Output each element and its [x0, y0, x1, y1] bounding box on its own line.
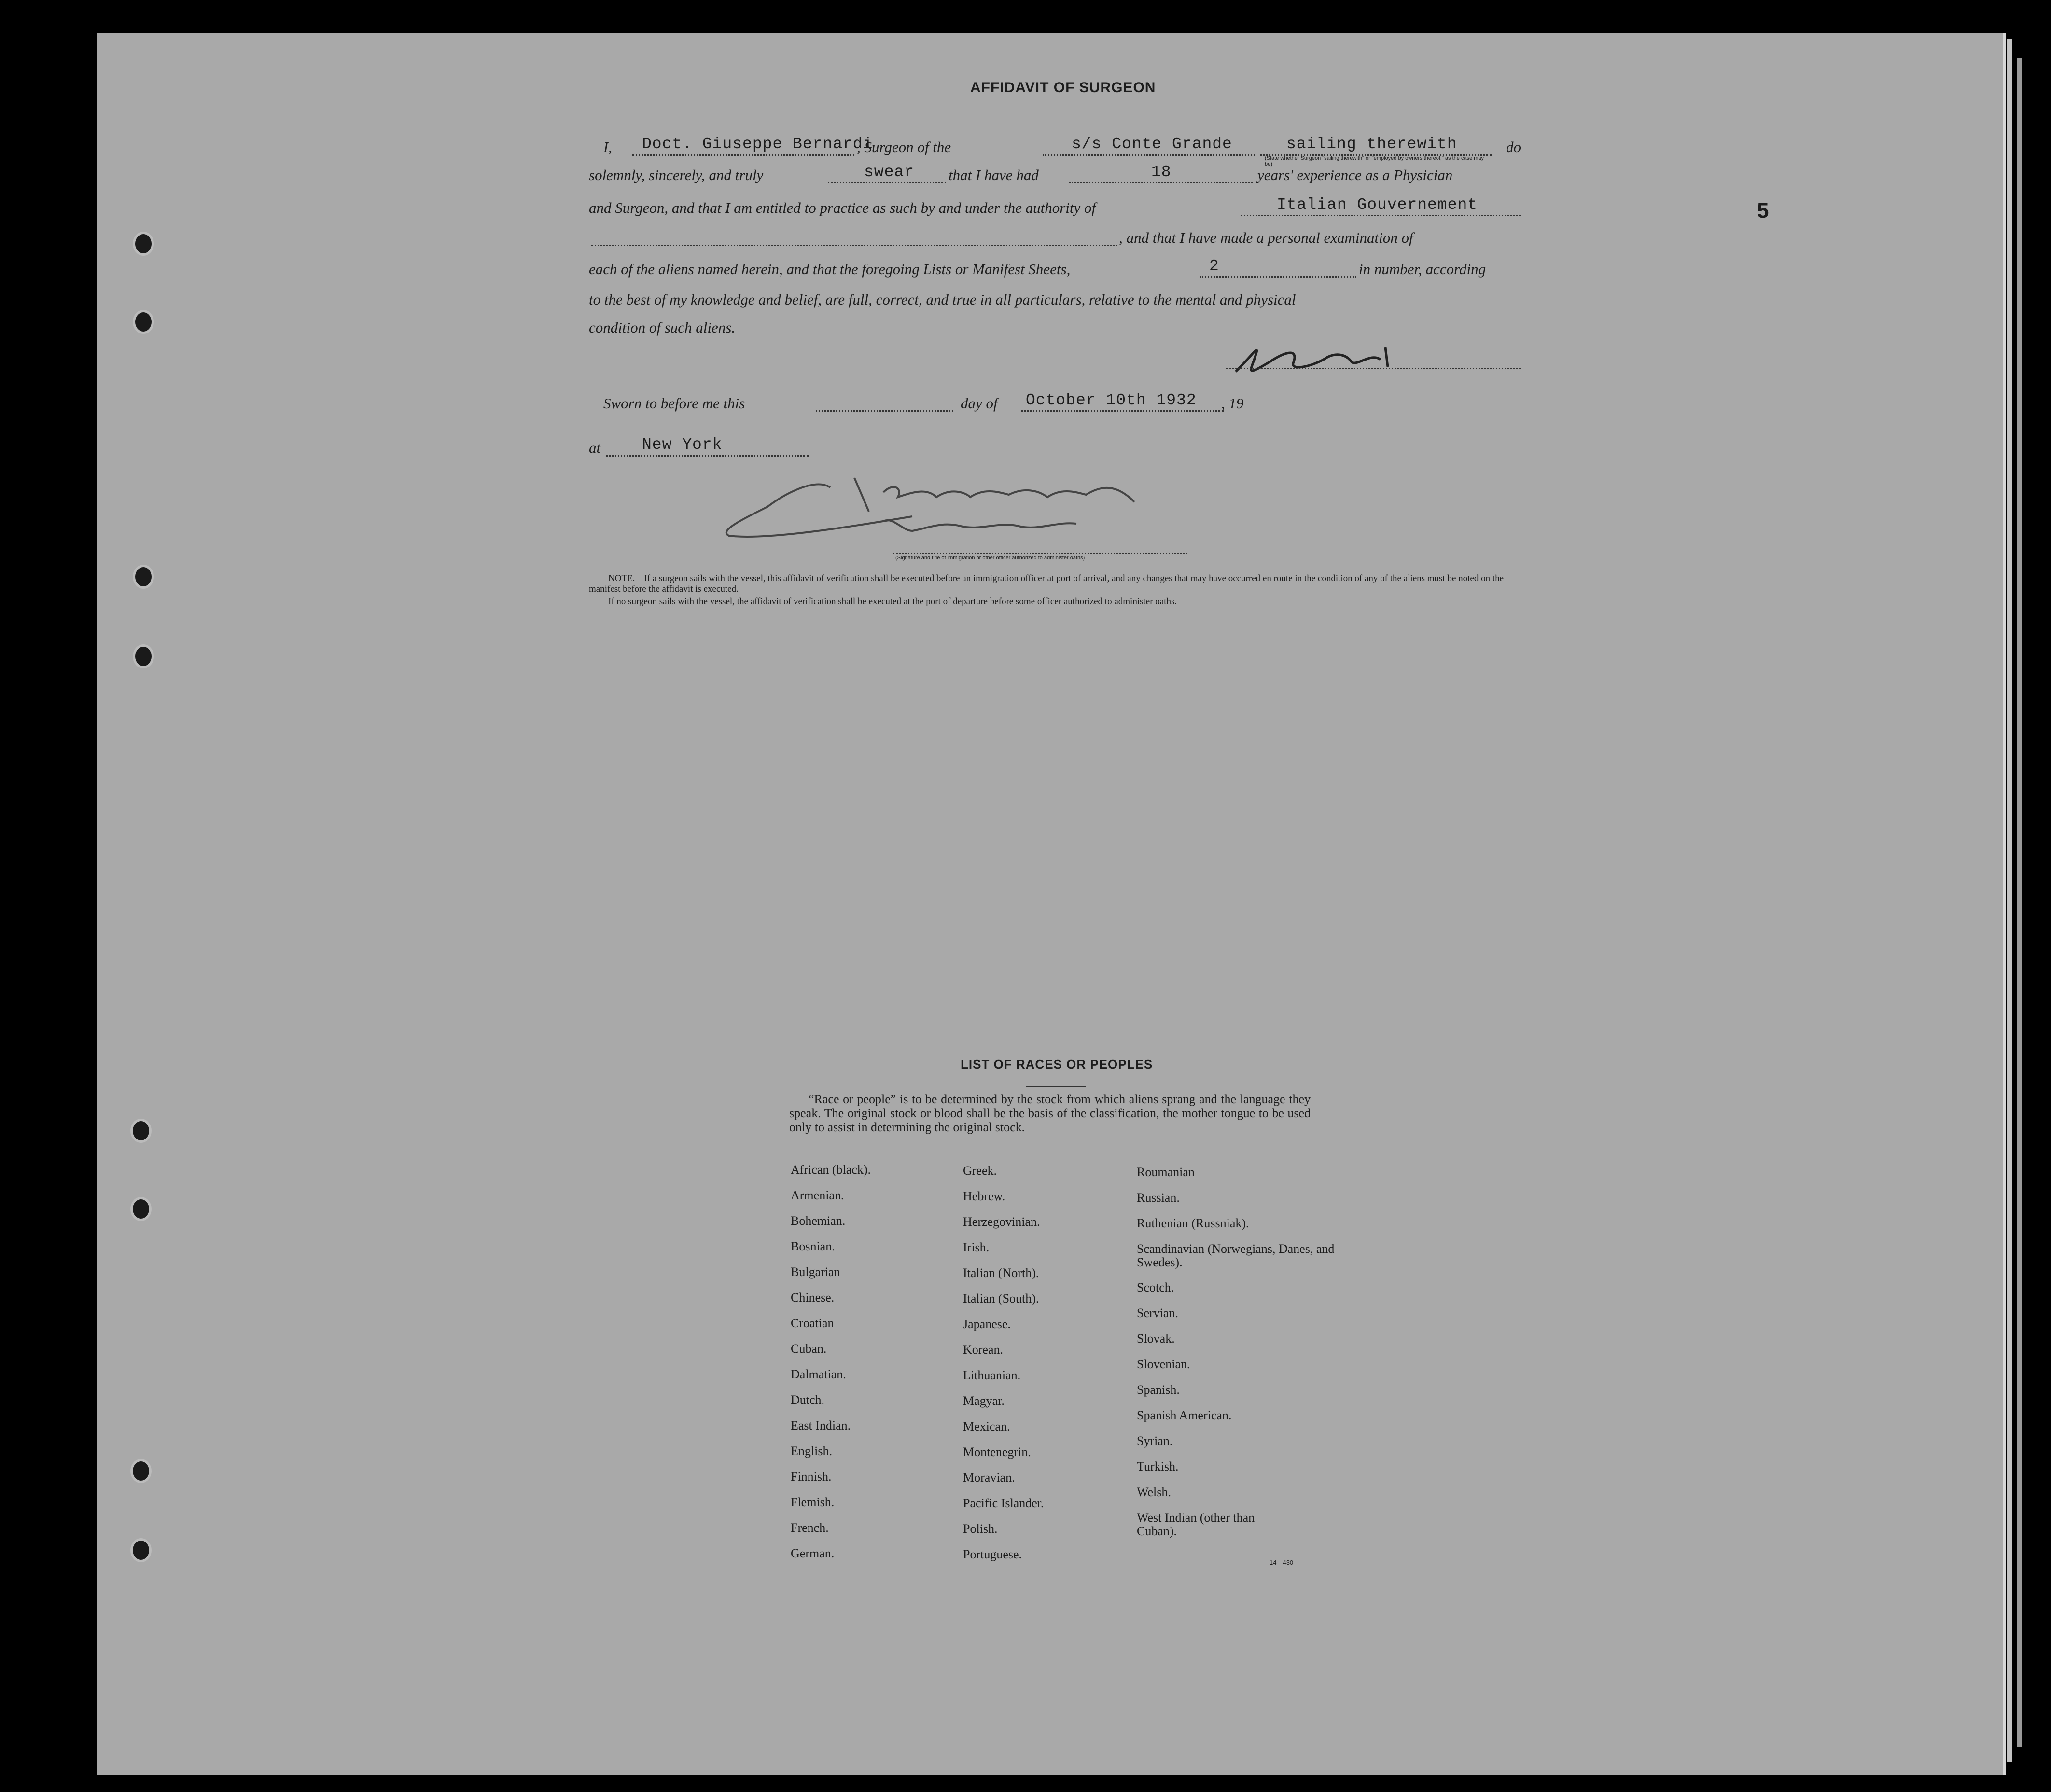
manifest-sheets: 2: [1209, 257, 1219, 275]
affidavit-text: condition of such aliens.: [589, 319, 736, 336]
fill-line: [606, 454, 809, 457]
affidavit-text: , and that I have made a personal examination of: [1119, 229, 1413, 246]
race-item: Welsh.: [1137, 1485, 1171, 1499]
race-item: Korean.: [963, 1343, 1004, 1357]
race-item: Finnish.: [791, 1470, 832, 1484]
binder-hole: [130, 1197, 152, 1221]
race-item: Lithuanian.: [963, 1368, 1021, 1382]
races-intro: “Race or people” is to be determined by the stock from which aliens sprang and the language they speak. The original stock or blood shall be the basis of the classification, the mother tongue to be used only to assist in determining the original stock.: [789, 1092, 1311, 1134]
race-item: Bulgarian: [791, 1265, 840, 1279]
race-item: Magyar.: [963, 1394, 1005, 1408]
fill-line: [632, 153, 854, 156]
race-item: Slovak.: [1137, 1332, 1175, 1346]
surgeon-name: Doct. Giuseppe Bernardi: [642, 135, 873, 153]
race-item: Irish.: [963, 1240, 990, 1254]
race-item: West Indian (other than Cuban).: [1137, 1511, 1255, 1538]
race-item: Ruthenian (Russniak).: [1137, 1216, 1249, 1230]
race-item: Turkish.: [1137, 1459, 1179, 1473]
binder-hole: [130, 1119, 152, 1143]
race-item: Chinese.: [791, 1291, 835, 1305]
affidavit-text: years' experience as a Physician: [1257, 167, 1453, 183]
affidavit-text: at: [589, 439, 601, 456]
binder-hole: [133, 310, 154, 334]
races-title: LIST OF RACES OR PEOPLES: [961, 1057, 1153, 1071]
sworn-date: October 10th 1932: [1026, 391, 1197, 409]
fill-line: [1241, 214, 1521, 216]
race-item: Dalmatian.: [791, 1367, 846, 1381]
binder-hole: [133, 232, 154, 256]
affidavit-text: day of: [961, 395, 998, 412]
note-text: If no surgeon sails with the vessel, the affidavit of verification shall be executed at the port of departure before some officer authorized to administer oaths.: [608, 597, 1177, 607]
affidavit-text: do: [1506, 139, 1521, 155]
race-item: Italian (North).: [963, 1266, 1039, 1280]
race-item: Syrian.: [1137, 1434, 1173, 1448]
affidavit-text: solemnly, sincerely, and truly: [589, 167, 764, 183]
surgeon-status: sailing therewith: [1286, 135, 1457, 153]
race-item: German.: [791, 1546, 835, 1560]
race-item: Greek.: [963, 1164, 997, 1178]
affidavit-text: and Surgeon, and that I am entitled to practice as such by and under the authority of: [589, 199, 1096, 216]
binder-hole: [133, 644, 154, 668]
race-item: Montenegrin.: [963, 1445, 1031, 1459]
affidavit-text: to the best of my knowledge and belief, are full, correct, and true in all particulars, relative to the mental and physical: [589, 291, 1296, 308]
fill-line: [1069, 181, 1253, 183]
race-item: Pacific Islander.: [963, 1496, 1044, 1510]
officer-signature-line: [893, 552, 1187, 554]
fill-line: [828, 181, 946, 183]
race-item: Moravian.: [963, 1471, 1015, 1485]
affidavit-text: that I have had: [949, 167, 1039, 183]
vessel-name: s/s Conte Grande: [1072, 135, 1232, 153]
race-item: English.: [791, 1444, 832, 1458]
race-item: Flemish.: [791, 1495, 835, 1509]
fill-line: [591, 244, 1117, 246]
page-edge: [2007, 39, 2012, 1762]
race-item: Mexican.: [963, 1419, 1010, 1433]
surgeon-signature: [1226, 333, 1429, 381]
race-item: French.: [791, 1521, 829, 1535]
race-item: Croatian: [791, 1316, 834, 1330]
race-item: Japanese.: [963, 1317, 1011, 1331]
affidavit-text: in number, according: [1359, 261, 1486, 278]
status-hint: (State whether Surgeon "sailing therewith" or "employed by owners thereof," as the case may be): [1265, 155, 1484, 167]
officer-signature: [710, 468, 1202, 555]
affidavit-text: I,: [603, 139, 613, 155]
race-item: Herzegovinian.: [963, 1215, 1040, 1229]
affidavit-text: , 19: [1221, 395, 1244, 412]
authority: Italian Gouvernement: [1277, 196, 1478, 214]
oath-type: swear: [864, 163, 915, 181]
signature-line: [1226, 367, 1521, 369]
form-code: 14—430: [1270, 1559, 1294, 1566]
affidavit-text: Sworn to before me this: [603, 395, 745, 412]
race-item: Cuban.: [791, 1342, 827, 1356]
note-text: NOTE.—If a surgeon sails with the vessel, this affidavit of verification shall be executed before an immigration officer at port of arrival, and any changes that may have occurred en route in the condition of any of the aliens must be noted on the manifest before the affidavit is executed.: [589, 573, 1504, 594]
race-item: African (black).: [791, 1163, 871, 1177]
fill-line: [1043, 153, 1255, 156]
sworn-place: New York: [642, 436, 723, 454]
officer-caption: (Signature and title of immigration or other officer authorized to administer oaths): [895, 555, 1085, 561]
page-number: 5: [1757, 199, 1770, 222]
race-item: Roumanian: [1137, 1165, 1195, 1179]
race-item: Scotch.: [1137, 1280, 1174, 1294]
binder-hole: [130, 1538, 152, 1562]
race-item: Polish.: [963, 1522, 998, 1536]
race-item: Hebrew.: [963, 1189, 1005, 1203]
race-item: Bohemian.: [791, 1214, 846, 1228]
affidavit-text: each of the aliens named herein, and that the foregoing Lists or Manifest Sheets,: [589, 261, 1071, 278]
fill-line: [1021, 409, 1224, 412]
years-experience: 18: [1151, 163, 1172, 181]
race-item: Russian.: [1137, 1191, 1180, 1205]
race-item: Dutch.: [791, 1393, 825, 1407]
race-item: Scandinavian (Norwegians, Danes, and Swedes).: [1137, 1242, 1335, 1269]
race-item: Servian.: [1137, 1306, 1178, 1320]
race-item: Armenian.: [791, 1188, 844, 1202]
affidavit-title: AFFIDAVIT OF SURGEON: [970, 80, 1156, 96]
affidavit-text: , Surgeon of the: [857, 139, 951, 155]
fill-line: [1200, 275, 1356, 278]
title-rule: [1026, 1086, 1086, 1087]
binder-hole: [133, 565, 154, 589]
race-item: Italian (South).: [963, 1292, 1039, 1306]
race-item: Spanish.: [1137, 1383, 1180, 1397]
fill-line: [816, 409, 953, 412]
race-item: Slovenian.: [1137, 1357, 1190, 1371]
race-item: East Indian.: [791, 1418, 851, 1432]
race-item: Spanish American.: [1137, 1408, 1232, 1422]
race-item: Bosnian.: [791, 1239, 835, 1253]
page-edge: [2017, 58, 2022, 1747]
race-item: Portuguese.: [963, 1547, 1022, 1561]
binder-hole: [130, 1459, 152, 1483]
